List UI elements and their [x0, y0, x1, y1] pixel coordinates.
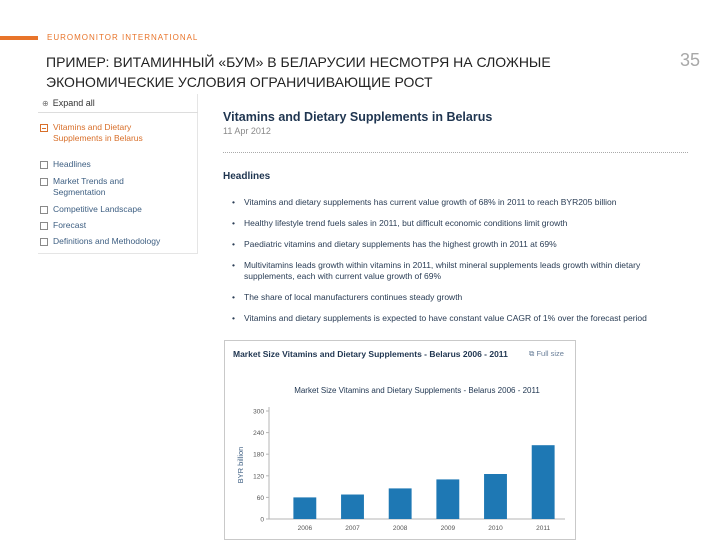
page-number: 35: [680, 50, 701, 70]
expand-all-button[interactable]: [42, 98, 95, 108]
y-tick-label: 300: [253, 408, 264, 416]
nav-item-market-trends[interactable]: [40, 176, 143, 198]
nav-item-label: Market Trends and Segmentation: [53, 176, 124, 197]
headline-item: • Vitamins and dietary supplements is expected to have constant value CAGR of 1% over the forecast period: [232, 313, 692, 324]
nav-item-report[interactable]: [40, 122, 163, 144]
expand-icon: ⊕: [42, 98, 49, 108]
headline-item: • The share of local manufacturers continues steady growth: [232, 292, 692, 303]
nav-item-headlines[interactable]: [40, 159, 91, 170]
x-tick-label: 2007: [345, 525, 360, 532]
nav-item-label: Vitamins and Dietary Supplements in Belarus: [53, 122, 143, 143]
report-divider: [223, 152, 688, 153]
checkbox-icon[interactable]: [40, 206, 48, 214]
nav-item-competitive-landscape[interactable]: [40, 204, 142, 215]
bar-2010: [484, 474, 507, 519]
headline-item: • Multivitamins leads growth within vitamins in 2011, whilst mineral supplements leads growth within dietary supplements, each with current value growth of 69%: [232, 260, 682, 282]
nav-item-definitions[interactable]: [40, 236, 160, 247]
nav-item-label: Definitions and Methodology: [53, 236, 161, 246]
x-tick-label: 2006: [297, 525, 313, 532]
headline-item: • Healthy lifestyle trend fuels sales in 2011, but difficult economic conditions limit growth: [232, 218, 692, 229]
bar-2008: [389, 488, 412, 519]
x-tick-label: 2011: [536, 525, 551, 532]
brand-accent-bar: [0, 36, 38, 40]
expand-all-label: Expand all: [52, 98, 95, 108]
market-size-chart: [225, 377, 575, 537]
bar-2011: [532, 445, 555, 519]
checkbox-icon[interactable]: [40, 161, 48, 169]
headline-item: • Paediatric vitamins and dietary supplements has the highest growth in 2011 at 69%: [232, 239, 692, 250]
nav-divider: [38, 112, 198, 113]
full-size-link[interactable]: [529, 349, 564, 359]
y-tick-label: 120: [253, 473, 264, 481]
checkbox-icon[interactable]: [40, 178, 48, 186]
full-size-label: Full size: [536, 349, 564, 358]
chart-title: Market Size Vitamins and Dietary Supplements - Belarus 2006 - 2011: [294, 386, 540, 395]
nav-item-label: Headlines: [53, 159, 91, 169]
report-date: 11 Apr 2012: [223, 126, 271, 136]
brand-name: EUROMONITOR INTERNATIONAL: [47, 33, 199, 42]
full-size-icon: ⧉: [529, 349, 535, 358]
collapse-checkbox-icon[interactable]: [40, 124, 48, 132]
report-navigation: [38, 94, 198, 254]
checkbox-icon[interactable]: [40, 222, 48, 230]
bar-2007: [341, 495, 364, 519]
checkbox-icon[interactable]: [40, 238, 48, 246]
chart-panel: [224, 340, 576, 540]
report-title: Vitamins and Dietary Supplements in Belarus: [223, 110, 493, 124]
x-tick-label: 2008: [392, 525, 408, 532]
headlines-list: [232, 197, 692, 334]
y-tick-label: 240: [253, 430, 264, 438]
slide-title: ПРИМЕР: ВИТАМИННЫЙ «БУМ» В БЕЛАРУСИИ НЕСМОТРЯ НА СЛОЖНЫЕ ЭКОНОМИЧЕСКИЕ УСЛОВИЯ ОГРАНИЧИВАЮЩИЕ РОСТ: [46, 54, 551, 90]
y-tick-label: 0: [260, 516, 264, 524]
x-tick-label: 2010: [488, 525, 503, 532]
nav-item-forecast[interactable]: [40, 220, 86, 231]
y-tick-label: 180: [253, 451, 264, 459]
bar-2006: [293, 497, 316, 519]
nav-item-label: Forecast: [53, 220, 87, 230]
chart-panel-title: Market Size Vitamins and Dietary Supplements - Belarus 2006 - 2011: [233, 349, 508, 359]
y-tick-label: 60: [256, 494, 264, 502]
x-tick-label: 2009: [440, 525, 456, 532]
headline-item: • Vitamins and dietary supplements has current value growth of 68% in 2011 to reach BYR205 billion: [232, 197, 692, 208]
bar-2009: [436, 479, 459, 519]
y-axis-label: BYR billion: [236, 446, 245, 484]
nav-item-label: Competitive Landscape: [53, 204, 142, 214]
headlines-heading: Headlines: [223, 171, 271, 182]
